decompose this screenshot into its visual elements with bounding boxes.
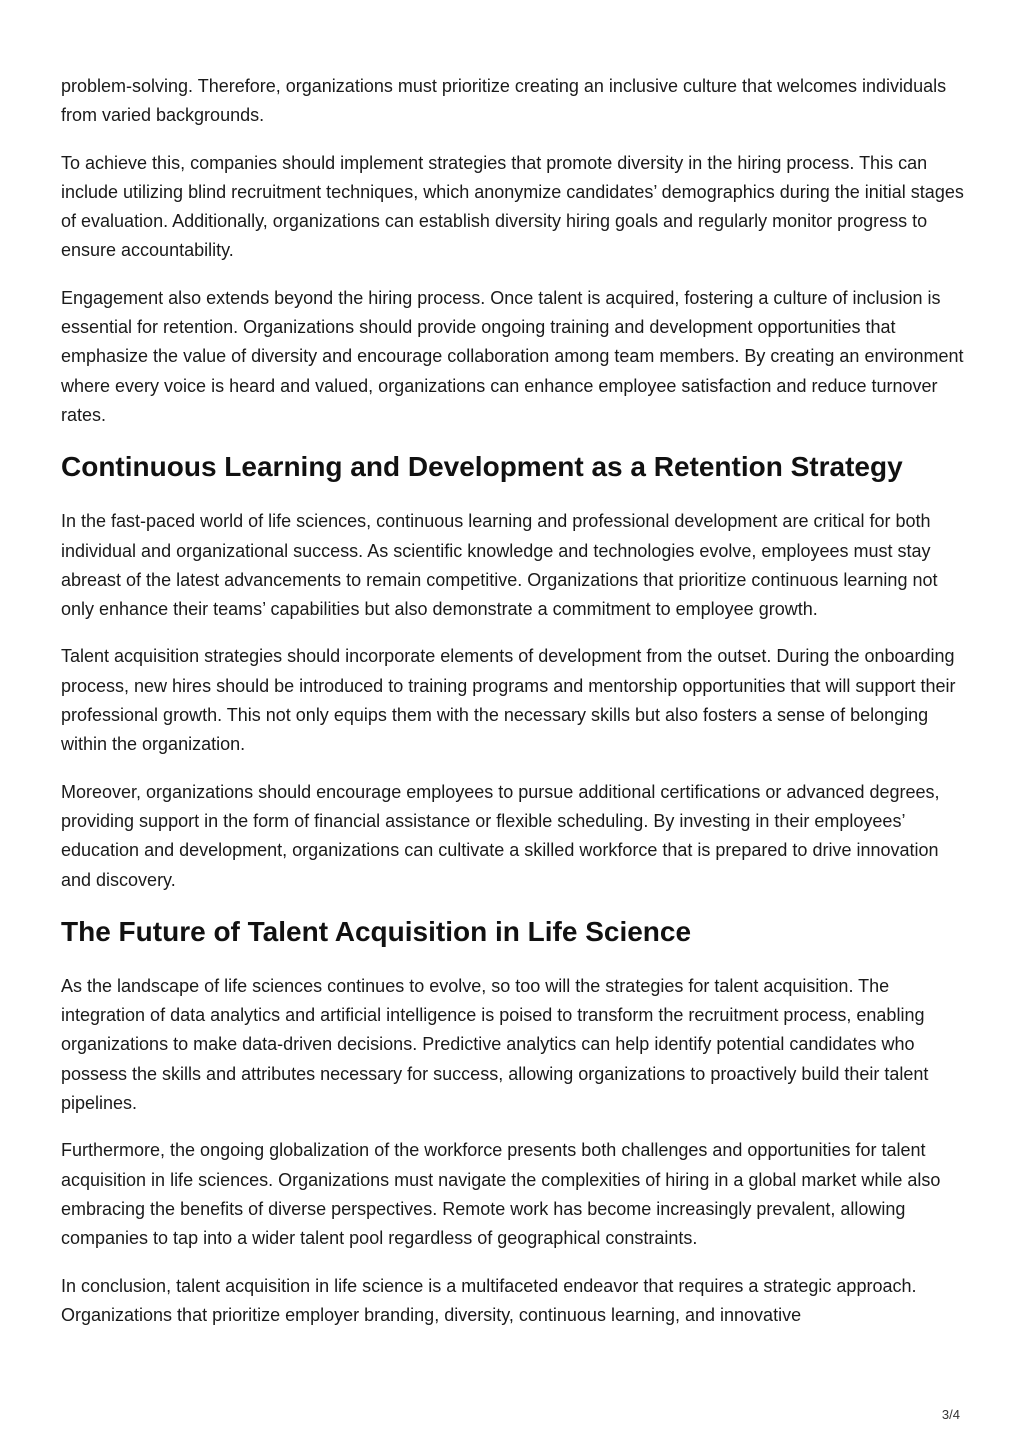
section-heading-future: The Future of Talent Acquisition in Life Science <box>61 915 692 947</box>
paragraph: To achieve this, companies should implement strategies that promote diversity in the hiring process. This can include utilizing blind recruitment techniques, which anonymize candidates’ demographics during the initial stages of evaluation. Additionally, organizations can establish diversity hiring goals and regularly monitor progress to ensure accountability. <box>61 152 964 261</box>
paragraph: Talent acquisition strategies should incorporate elements of development from the outset. During the onboarding process, new hires should be introduced to training programs and mentorship opportunities that will support their professional growth. This not only equips them with the necessary skills but also fosters a sense of belonging within the organization. <box>61 646 956 755</box>
document-page <box>61 72 971 1348</box>
paragraph: Engagement also extends beyond the hiring process. Once talent is acquired, fostering a culture of inclusion is essential for retention. Organizations should provide ongoing training and development opportunities that emphasize the value of diversity and encourage collaboration among team members. By creating an environment where every voice is heard and valued, organizations can enhance employee satisfaction and reduce turnover rates. <box>61 287 964 425</box>
page-number: 3/4 <box>941 1407 960 1422</box>
paragraph: In the fast-paced world of life sciences, continuous learning and professional development are critical for both individual and organizational success. As scientific knowledge and technologies evolve, employees must stay abreast of the latest advancements to remain competitive. Organizations that prioritize continuous learning not only enhance their teams’ capabilities but also demonstrate a commitment to employee growth. <box>61 511 938 620</box>
paragraph: Furthermore, the ongoing globalization of the workforce presents both challenges and opportunities for talent acquisition in life sciences. Organizations must navigate the complexities of hiring in a global market while also embracing the benefits of diverse perspectives. Remote work has become increasingly prevalent, allowing companies to tap into a wider talent pool regardless of geographical constraints. <box>61 1140 941 1249</box>
paragraph: As the landscape of life sciences continues to evolve, so too will the strategies for talent acquisition. The integration of data analytics and artificial intelligence is poised to transform the recruitment process, enabling organizations to make data-driven decisions. Predictive analytics can help identify potential candidates who possess the skills and attributes necessary for success, allowing organizations to proactively build their talent pipelines. <box>61 975 929 1114</box>
paragraph: In conclusion, talent acquisition in life science is a multifaceted endeavor that requires a strategic approach. Organizations that prioritize employer branding, diversity, continuous learning, and innovative <box>61 1275 917 1325</box>
paragraph: problem-solving. Therefore, organizations must prioritize creating an inclusive culture that welcomes individuals from varied backgrounds. <box>61 76 947 126</box>
paragraph: Moreover, organizations should encourage employees to pursue additional certifications or advanced degrees, providing support in the form of financial assistance or flexible scheduling. By investing in their employees’ education and development, organizations can cultivate a skilled workforce that is prepared to drive innovation and discovery. <box>61 781 940 890</box>
section-heading-learning: Continuous Learning and Development as a Retention Strategy <box>61 451 903 483</box>
